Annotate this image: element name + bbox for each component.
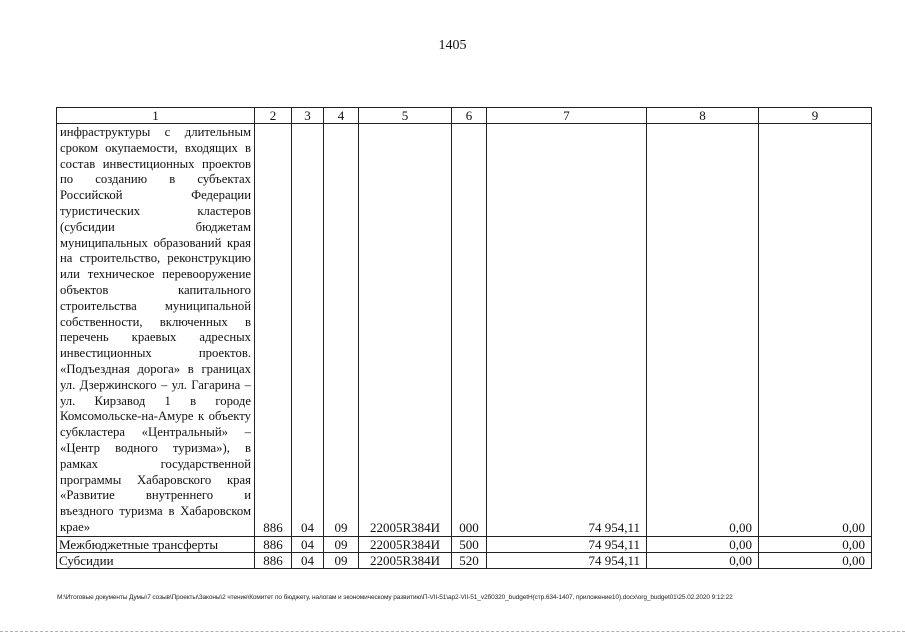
cell-target-article: 22005R384И [359,552,452,568]
table-row [57,124,872,537]
column-header: 2 [255,108,292,124]
cell-expense-type: 520 [452,552,487,568]
column-header: 9 [759,108,872,124]
cell-amount-3: 0,00 [759,124,872,537]
column-header: 7 [487,108,647,124]
cell-amount-2: 0,00 [647,536,759,552]
row-description: Межбюджетные трансферты [57,536,255,552]
cell-ministry-code: 886 [255,552,292,568]
table-row [57,552,872,568]
cell-expense-type: 000 [452,124,487,537]
cell-ministry-code: 886 [255,536,292,552]
cell-amount-1: 74 954,11 [487,124,647,537]
cell-expense-type: 500 [452,536,487,552]
page-number: 1405 [438,38,467,53]
column-header: 4 [324,108,359,124]
cell-ministry-code: 886 [255,124,292,537]
cell-subsection: 09 [324,552,359,568]
budget-table [56,107,872,569]
table-header-row [57,108,872,124]
cell-section: 04 [292,124,324,537]
footer-file-path: M:\Итоговые документы Думы\7 созыв\Проекты\Законы\2 чтение\Комитет по бюджету, налогам и экономическому развитию\П-VII-51\ар2-VII-51_v2б0320_budgetН(стр.634-1407, приложение10).docx\org_budget01\25.02.2020 9:12:22 [57,594,733,601]
cell-target-article: 22005R384И [359,124,452,537]
cell-section: 04 [292,552,324,568]
cell-amount-3: 0,00 [759,536,872,552]
page-bottom-divider [0,631,905,632]
cell-target-article: 22005R384И [359,536,452,552]
cell-amount-1: 74 954,11 [487,536,647,552]
cell-subsection: 09 [324,124,359,537]
column-header: 8 [647,108,759,124]
column-header: 5 [359,108,452,124]
row-description: инфраструктуры с длительным сроком окупаемости, входящих в состав инвестиционных проектов по созданию в субъектах Российской Федерации туристических кластеров (субсидии бюджетам муниципальных образований края на строительство, реконструкцию или техническое перевооружение объектов капитального строительства муниципальной собственности, включенных в перечень краевых адресных инвестиционных проектов. «Подъездная дорога» в границах ул. Дзержинского – ул. Гагарина – ул. Кирзавод 1 в городе Комсомольске-на-Амуре к объекту субкластера «Центральный» – «Центр водного туризма»), в рамках государственной программы Хабаровского края «Развитие внутреннего и въездного туризма в Хабаровском крае» [57,124,255,537]
table-row [57,536,872,552]
cell-section: 04 [292,536,324,552]
column-header: 6 [452,108,487,124]
column-header: 1 [57,108,255,124]
cell-amount-2: 0,00 [647,552,759,568]
column-header: 3 [292,108,324,124]
cell-subsection: 09 [324,536,359,552]
cell-amount-1: 74 954,11 [487,552,647,568]
row-description: Субсидии [57,552,255,568]
cell-amount-3: 0,00 [759,552,872,568]
cell-amount-2: 0,00 [647,124,759,537]
